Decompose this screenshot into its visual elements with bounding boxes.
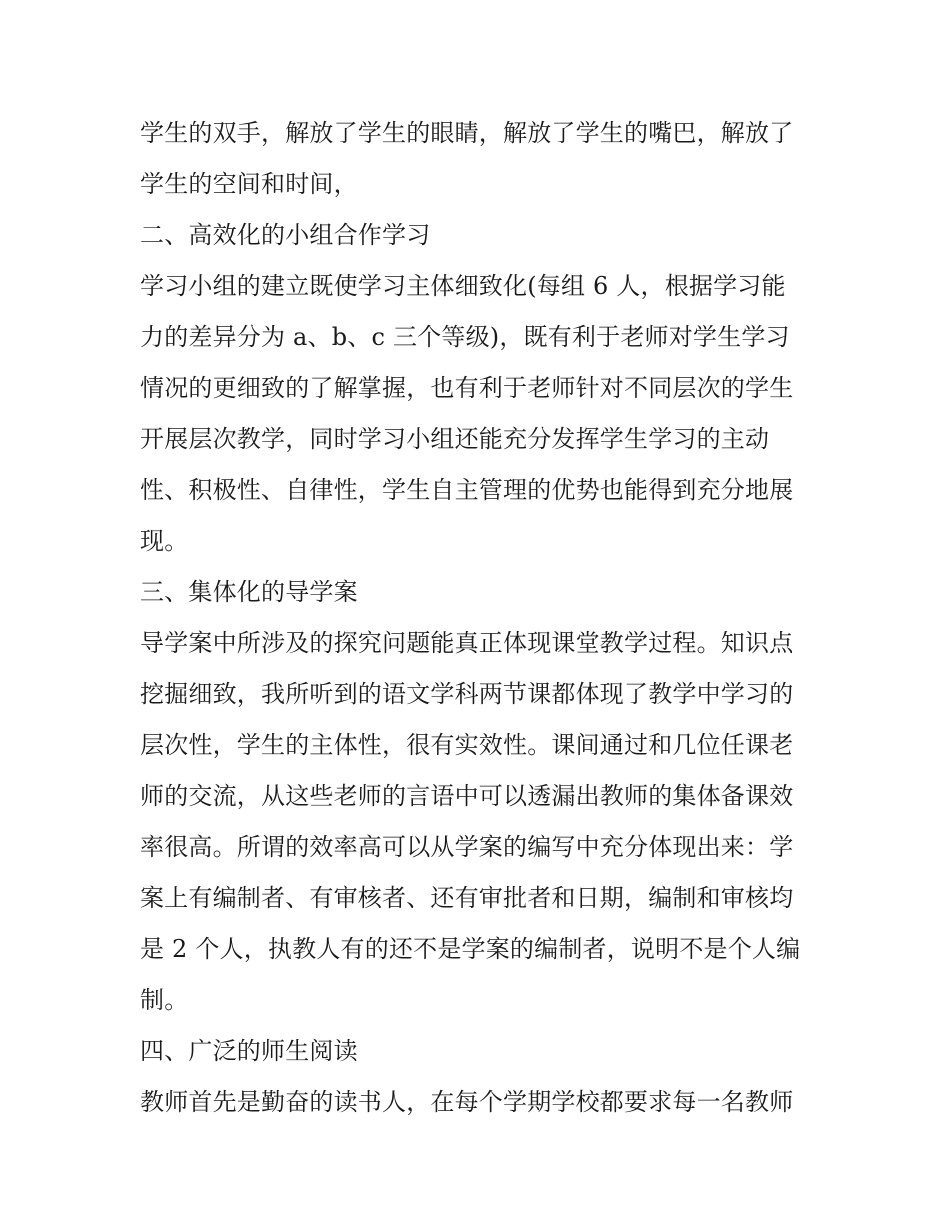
body-text-line: 教师首先是勤奋的读书人，在每个学期学校都要求每一名教师 — [140, 1088, 794, 1116]
body-text-line: 现。 — [140, 527, 189, 555]
body-text-line: 师的交流，从这些老师的言语中可以透漏出教师的集体备课效 — [140, 782, 794, 810]
body-text-line: 导学案中所涉及的探究问题能真正体现课堂教学过程。知识点 — [140, 629, 794, 657]
body-text-line: 是 2 个人，执教人有的还不是学案的编制者，说明不是个人编 — [140, 935, 801, 963]
body-text-line: 学习小组的建立既使学习主体细致化(每组 6 人，根据学习能 — [140, 272, 786, 300]
section-heading: 三、集体化的导学案 — [140, 578, 358, 606]
body-text-line: 性、积极性、自律性，学生自主管理的优势也能得到充分地展 — [140, 476, 794, 504]
body-text-line: 案上有编制者、有审核者、还有审批者和日期，编制和审核均 — [140, 884, 794, 912]
document-body — [140, 108, 820, 1128]
body-text-line: 制。 — [140, 986, 189, 1014]
body-text-line: 率很高。所谓的效率高可以从学案的编写中充分体现出来：学 — [140, 833, 794, 861]
section-heading: 二、高效化的小组合作学习 — [140, 221, 431, 249]
body-text-line: 挖掘细致，我所听到的语文学科两节课都体现了教学中学习的 — [140, 680, 794, 708]
body-text-line: 情况的更细致的了解掌握，也有利于老师针对不同层次的学生 — [140, 374, 794, 402]
body-text-line: 层次性，学生的主体性，很有实效性。课间通过和几位任课老 — [140, 731, 794, 759]
body-text-line: 力的差异分为 a、b、c 三个等级)，既有利于老师对学生学习 — [140, 323, 790, 351]
body-text-line: 开展层次教学，同时学习小组还能充分发挥学生学习的主动 — [140, 425, 770, 453]
body-text-line: 学生的空间和时间， — [140, 170, 358, 198]
section-heading: 四、广泛的师生阅读 — [140, 1037, 358, 1065]
body-text-line: 学生的双手，解放了学生的眼睛，解放了学生的嘴巴，解放了 — [140, 119, 794, 147]
